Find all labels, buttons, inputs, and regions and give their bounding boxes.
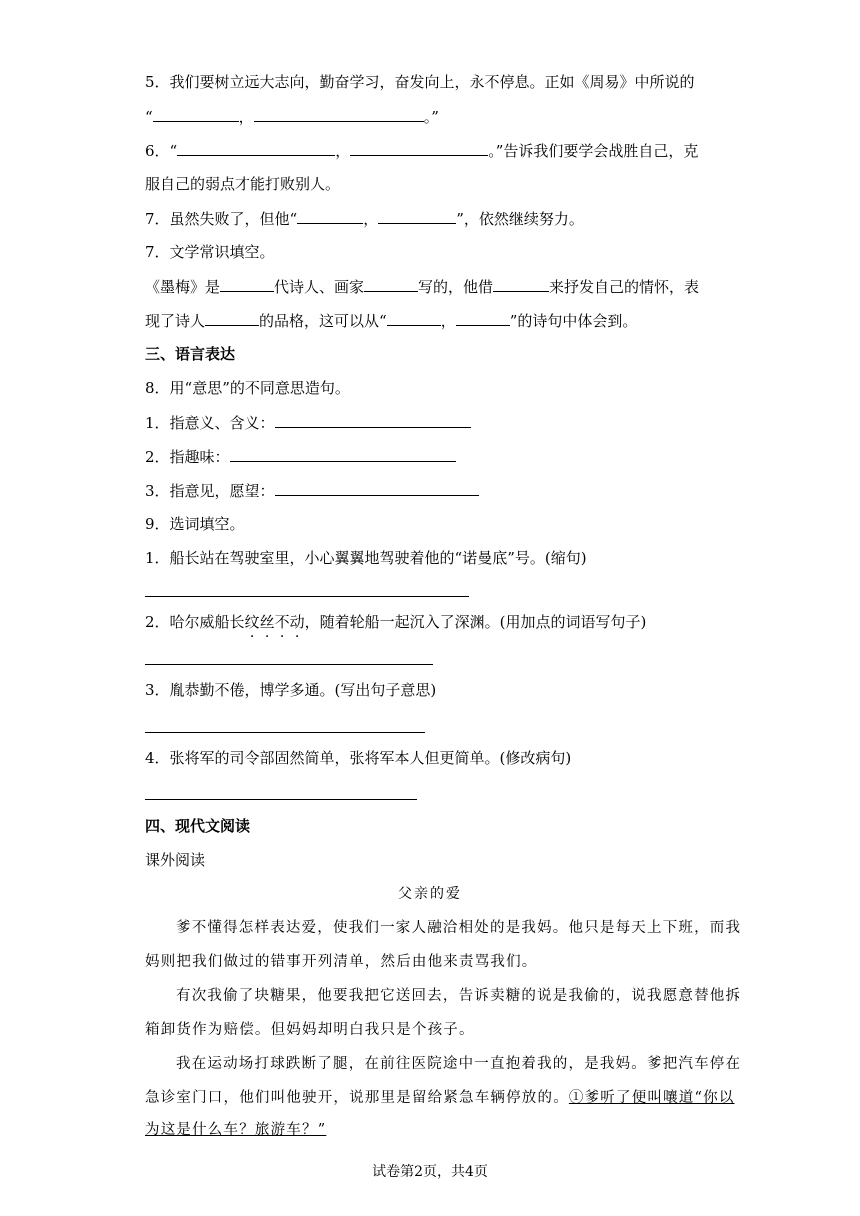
q6-rest: 。”告诉我们要学会战胜自己，克: [488, 142, 699, 160]
reading-title: 父亲的爱: [398, 886, 462, 902]
q8-item-3: [145, 480, 479, 501]
reading-line-4: 箱卸货作为赔偿。但妈妈却明白我只是个孩子。: [145, 1022, 475, 1038]
q5-open: “: [145, 108, 153, 126]
momei-blank-5[interactable]: [387, 310, 441, 326]
q7a-post: ”，依然继续努力。: [456, 210, 584, 228]
q6-comma: ，: [335, 142, 351, 160]
momei-p6: 的品格，这可以从“: [259, 312, 387, 330]
momei-blank-6[interactable]: [456, 310, 510, 326]
q7a-blank-2[interactable]: [378, 208, 456, 224]
q9-s3-answer-line[interactable]: [145, 732, 425, 733]
page-footer: 试卷第2页，共4页: [372, 1164, 488, 1180]
q7a-blank-1[interactable]: [297, 208, 363, 224]
q8-blank-2[interactable]: [230, 446, 456, 462]
q6-blank-2[interactable]: [350, 140, 488, 156]
momei-line2: [145, 310, 637, 331]
q7a-pre: 7．虽然失败了，但他“: [145, 210, 298, 228]
q5-blank-2[interactable]: [254, 106, 424, 122]
reading-line-6-underlined: ①爹听了便叫嚷道“你以: [568, 1090, 735, 1106]
momei-p4: 来抒发自己的情怀，表: [549, 278, 700, 296]
q7b-line: [145, 242, 275, 262]
q9-s2-pre: 2．哈尔威船长: [145, 613, 245, 631]
q9-s3-text: 3．胤恭勤不倦，博学多通。(写出句子意思): [145, 681, 437, 699]
q9-s1-answer-line[interactable]: [145, 596, 469, 597]
q5-comma: ，: [238, 108, 254, 126]
q8-line: [145, 378, 350, 398]
q5-close: 。”: [423, 108, 439, 126]
q5-line2: [145, 106, 439, 127]
momei-blank-3[interactable]: [493, 276, 549, 292]
q9-s3: [145, 680, 436, 700]
q9-s2-dotted-3: 不: [274, 613, 290, 631]
momei-p7: ，: [440, 312, 456, 330]
q9-line: [145, 514, 245, 534]
momei-p3: 写的，他借: [418, 278, 494, 296]
reading-line-3: 有次我偷了块糖果，他要我把它送回去，告诉卖糖的说是我偷的，说我愿意替他拆: [176, 988, 742, 1004]
q9-s1-text: 1．船长站在驾驶室里，小心翼翼地驾驶着他的“诺曼底”号。(缩句): [145, 549, 587, 567]
q7a-comma: ，: [363, 210, 379, 228]
q9-s2-dotted-4: 动: [289, 613, 305, 631]
reading-line-6: [145, 1088, 735, 1108]
section-3-heading: 三、语言表达: [145, 345, 236, 363]
q8-item-1: [145, 412, 471, 433]
q9-s1: [145, 548, 587, 568]
momei-p5: 现了诗人: [145, 312, 206, 330]
q6-blank-1[interactable]: [177, 140, 335, 156]
reading-line-1: 爹不懂得怎样表达爱，使我们一家人融洽相处的是我妈。他只是每天上下班，而我: [176, 920, 742, 936]
q8-text: 8．用“意思”的不同意思造句。: [145, 379, 350, 397]
section-4-heading: 四、现代文阅读: [145, 817, 251, 835]
q5-text: 5．我们要树立远大志向，勤奋学习，奋发向上，永不停息。正如《周易》中所说的: [145, 73, 695, 91]
momei-line1: [145, 276, 699, 297]
q6-line2-text: 服自己的弱点才能打败别人。: [145, 175, 341, 193]
q8-item-3-label: 3．指意见，愿望：: [145, 482, 275, 500]
momei-blank-2[interactable]: [364, 276, 418, 292]
q6-open: 6．“: [145, 142, 178, 160]
momei-p1: 《墨梅》是: [145, 278, 221, 296]
reading-line-2: 妈则把我们做过的错事开列清单，然后由他来责骂我们。: [145, 954, 538, 970]
q9-s4-answer-line[interactable]: [145, 799, 417, 800]
reading-label: 课外阅读: [145, 851, 206, 869]
q5-line1: [145, 72, 695, 92]
momei-blank-1[interactable]: [220, 276, 274, 292]
q8-item-2-label: 2．指趣味：: [145, 448, 230, 466]
q9-s2-dotted-2: 丝: [259, 613, 275, 631]
q9-s4-text: 4．张将军的司令部固然简单，张将军本人但更简单。(修改病句): [145, 749, 572, 767]
q8-item-1-label: 1．指意义、含义：: [145, 414, 275, 432]
q9-s2-post: ，随着轮船一起沉入了深渊。(用加点的词语写句子): [304, 613, 647, 631]
q9-s2-dotted-1: 纹: [244, 613, 260, 631]
q7b-text: 7．文学常识填空。: [145, 243, 275, 261]
q8-item-2: [145, 446, 456, 467]
q9-s4: [145, 748, 571, 768]
q5-blank-1[interactable]: [153, 106, 239, 122]
q6-line2: [145, 174, 340, 194]
q9-s2: [145, 612, 646, 632]
momei-blank-4[interactable]: [205, 310, 259, 326]
reading-line-7: 为这是什么车？旅游车？”: [145, 1122, 327, 1138]
momei-p8: ”的诗句中体会到。: [509, 312, 638, 330]
momei-p2: 代诗人、画家: [274, 278, 365, 296]
reading-line-5: 我在运动场打球跌断了腿，在前往医院途中一直抱着我的，是我妈。爹把汽车停在: [176, 1056, 742, 1072]
q9-s2-answer-line[interactable]: [145, 664, 433, 665]
q6-line1: [145, 140, 698, 161]
q9-text: 9．选词填空。: [145, 515, 245, 533]
q8-blank-1[interactable]: [275, 412, 471, 428]
q7a-line: [145, 208, 584, 229]
reading-line-6-plain: 急诊室门口，他们叫他驶开，说那里是留给紧急车辆停放的。: [145, 1090, 569, 1106]
q8-blank-3[interactable]: [275, 480, 479, 496]
